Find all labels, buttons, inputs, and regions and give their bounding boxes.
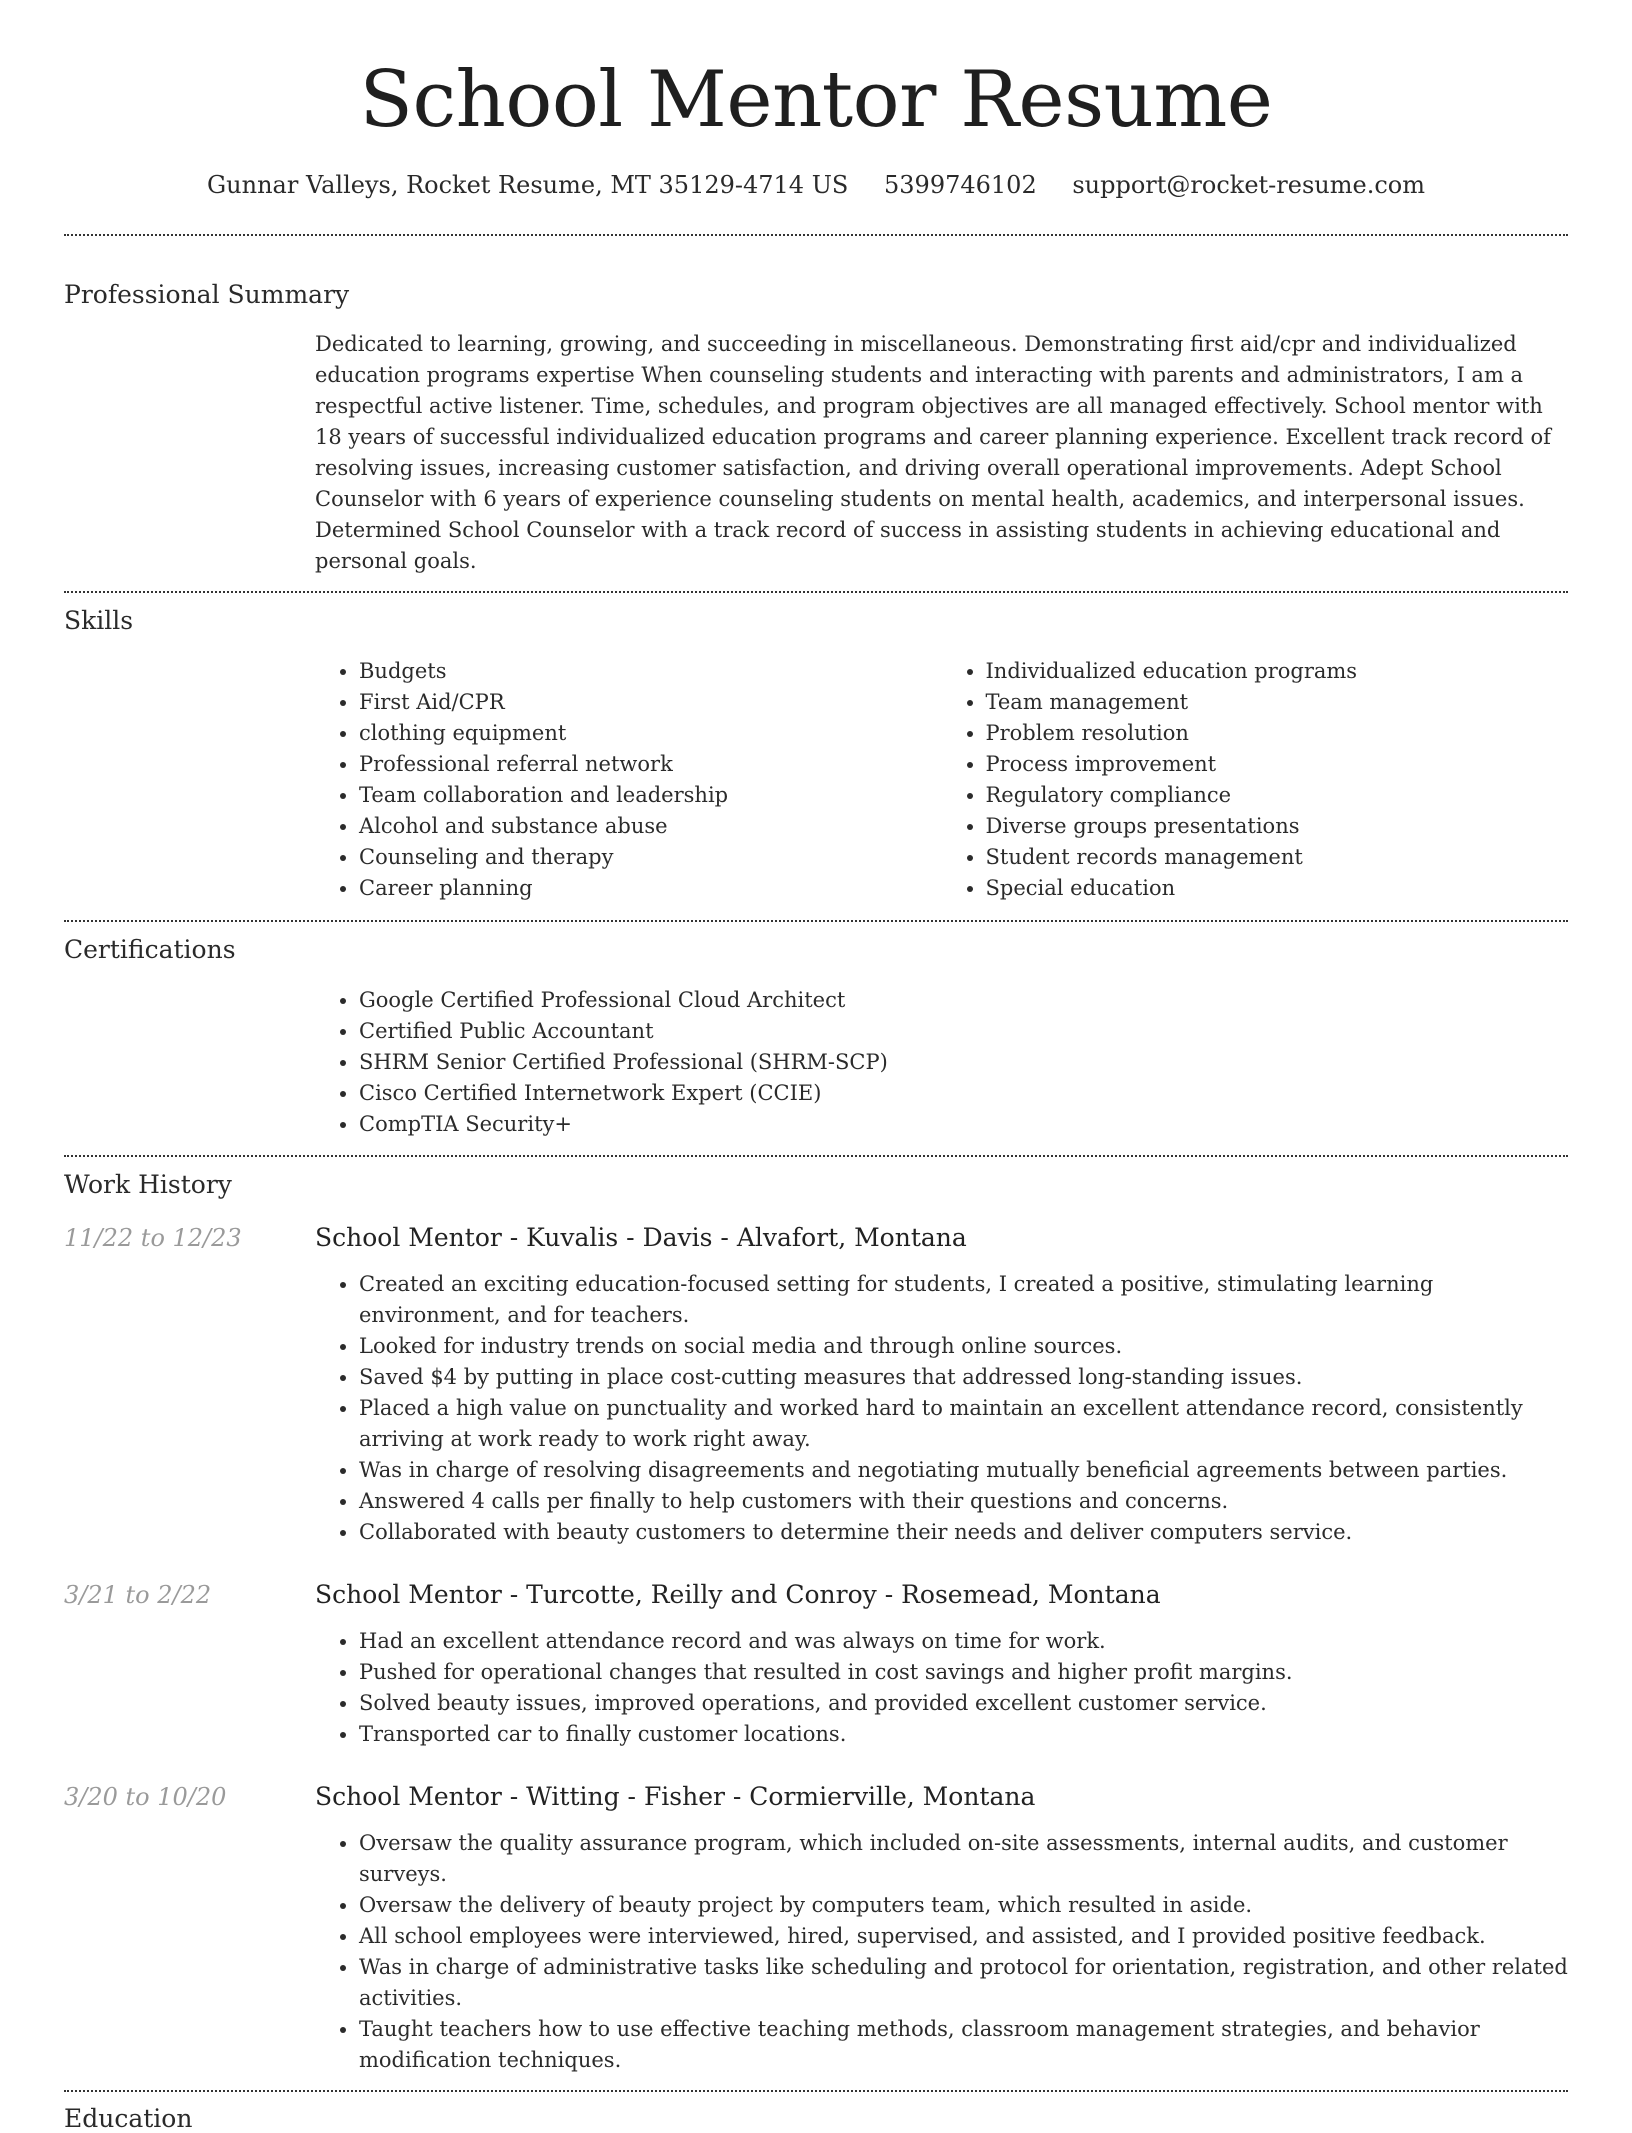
job-entry: [64, 1780, 1568, 2076]
job-bullet: • Created an exciting education-focused setting for students, I created a positive, stimulating learning environment, and for teachers.: [359, 1269, 1568, 1331]
certification-item: • SHRM Senior Certified Professional (SHRM-SCP): [359, 1047, 1568, 1078]
job-bullet: • Pushed for operational changes that resulted in cost savings and higher profit margins.: [359, 1657, 1568, 1688]
section-heading-summary: Professional Summary: [64, 280, 350, 309]
job-dates: 11/22 to 12/23: [64, 1224, 242, 1252]
job-bullet: • All school employees were interviewed, hired, supervised, and assisted, and I provided positive feedback.: [359, 1921, 1568, 1952]
skills-section: [64, 593, 1568, 904]
skill-item: • Diverse groups presentations: [986, 811, 1569, 842]
certifications-content: [315, 985, 1568, 1140]
job-bullet: • Answered 4 calls per finally to help customers with their questions and concerns.: [359, 1486, 1568, 1517]
job-bullet: • Saved $4 by putting in place cost-cutting measures that addressed long-standing issues.: [359, 1362, 1568, 1393]
contact-line: [64, 168, 1568, 202]
job-bullet: • Collaborated with beauty customers to determine their needs and deliver computers service.: [359, 1517, 1568, 1548]
job-bullet: • Solved beauty issues, improved operations, and provided excellent customer service.: [359, 1688, 1568, 1719]
job-bullets: [315, 1626, 1568, 1750]
skill-item: • Regulatory compliance: [986, 780, 1569, 811]
skill-item: • Team collaboration and leadership: [359, 780, 942, 811]
job-bullet-list: [315, 1269, 1568, 1548]
job-bullets: [315, 1828, 1568, 2076]
skill-item: • Team management: [986, 687, 1569, 718]
job-entry: [64, 1221, 1568, 1548]
certification-item: • Google Certified Professional Cloud Architect: [359, 985, 1568, 1016]
skill-item: • Process improvement: [986, 749, 1569, 780]
summary-text: Dedicated to learning, growing, and succeeding in miscellaneous. Demonstrating first aid/cpr and individualized education programs expertise When counseling students and interacting with parents and administrators, I am a respectful active listener. Time, schedules, and program objectives are all managed effectively. School mentor with 18 years of successful individualized education programs and career planning experience. Excellent track record of resolving issues, increasing customer satisfaction, and driving overall operational improvements. Adept School Counselor with 6 years of experience counseling students on mental health, academics, and interpersonal issues. Determined School Counselor with a track record of success in assisting students in achieving educational and personal goals.: [315, 332, 1551, 573]
job-bullet: • Looked for industry trends on social media and through online sources.: [359, 1331, 1568, 1362]
section-heading-education: Education: [64, 2104, 193, 2133]
section-heading-certifications: Certifications: [64, 935, 236, 964]
skill-item: • Special education: [986, 873, 1569, 904]
skill-item: • Individualized education programs: [986, 656, 1569, 687]
contact-email: support@rocket-resume.com: [1072, 171, 1425, 199]
job-dates: 3/20 to 10/20: [64, 1783, 227, 1811]
skill-item: • Student records management: [986, 842, 1569, 873]
job-bullet-list: [315, 1828, 1568, 2076]
job-title: School Mentor - Witting - Fisher - Cormierville, Montana: [315, 1782, 1036, 1811]
skill-item: • First Aid/CPR: [359, 687, 942, 718]
skills-content: [315, 656, 1568, 904]
education-section: [64, 2092, 1568, 2133]
section-heading-work: Work History: [64, 1170, 232, 1199]
skill-item: • Counseling and therapy: [359, 842, 942, 873]
job-title: School Mentor - Kuvalis - Davis - Alvafort, Montana: [315, 1223, 967, 1252]
summary-content: [315, 329, 1568, 577]
skill-item: • Alcohol and substance abuse: [359, 811, 942, 842]
summary-section: [64, 236, 1568, 577]
job-bullet: • Was in charge of administrative tasks like scheduling and protocol for orientation, registration, and other related activities.: [359, 1952, 1568, 2014]
skill-item: • clothing equipment: [359, 718, 942, 749]
job-bullet: • Transported car to finally customer locations.: [359, 1719, 1568, 1750]
contact-phone: 5399746102: [884, 171, 1037, 199]
job-bullet-list: [315, 1626, 1568, 1750]
skill-item: • Professional referral network: [359, 749, 942, 780]
skill-item: • Career planning: [359, 873, 942, 904]
contact-address: Gunnar Valleys, Rocket Resume, MT 35129-4714 US: [207, 171, 849, 199]
job-bullet: • Was in charge of resolving disagreements and negotiating mutually beneficial agreements between parties.: [359, 1455, 1568, 1486]
job-bullet: • Oversaw the delivery of beauty project by computers team, which resulted in aside.: [359, 1890, 1568, 1921]
job-bullet: • Placed a high value on punctuality and worked hard to maintain an excellent attendance record, consistently arriving at work ready to work right away.: [359, 1393, 1568, 1455]
work-section: [64, 1157, 1568, 2076]
skills-list-right: [942, 656, 1569, 904]
skill-item: • Budgets: [359, 656, 942, 687]
job-bullet: • Had an excellent attendance record and was always on time for work.: [359, 1626, 1568, 1657]
job-title: School Mentor - Turcotte, Reilly and Conroy - Rosemead, Montana: [315, 1580, 1161, 1609]
page-title: School Mentor Resume: [359, 55, 1273, 145]
certification-item: • Certified Public Accountant: [359, 1016, 1568, 1047]
jobs-container: [64, 1221, 1568, 2076]
skill-item: • Problem resolution: [986, 718, 1569, 749]
skills-list-left: [315, 656, 942, 904]
job-bullets: [315, 1269, 1568, 1548]
certification-item: • Cisco Certified Internetwork Expert (CCIE): [359, 1078, 1568, 1109]
job-bullet: • Oversaw the quality assurance program, which included on-site assessments, internal audits, and customer surveys.: [359, 1828, 1568, 1890]
certifications-section: [64, 922, 1568, 1140]
job-bullet: • Taught teachers how to use effective teaching methods, classroom management strategies, and behavior modification techniques.: [359, 2014, 1568, 2076]
job-dates: 3/21 to 2/22: [64, 1581, 212, 1609]
job-entry: [64, 1578, 1568, 1750]
certification-item: • CompTIA Security+: [359, 1109, 1568, 1140]
section-heading-skills: Skills: [64, 606, 134, 635]
certifications-list: [315, 985, 1568, 1140]
